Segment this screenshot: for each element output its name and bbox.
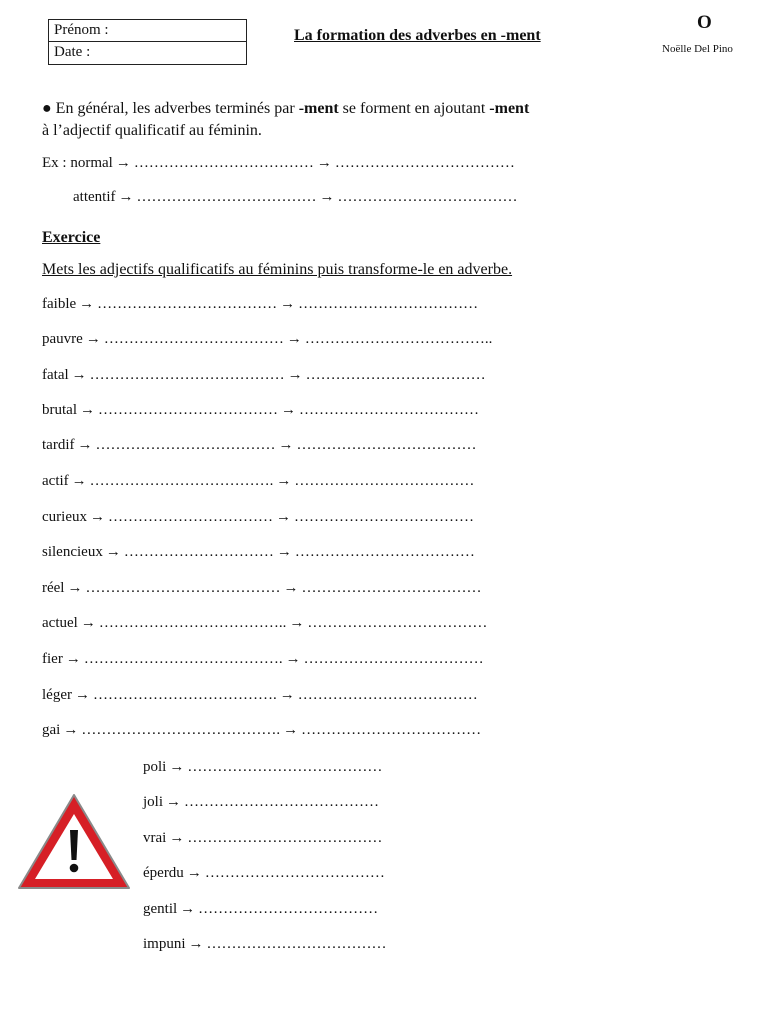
special-row (143, 830, 382, 847)
example-word: attentif (73, 189, 116, 205)
adjective: tardif (42, 437, 75, 453)
blank-feminine[interactable]: ……………………………… (103, 331, 284, 347)
warning-triangle-icon (16, 792, 132, 892)
exercise-instruction: Mets les adjectifs qualificatifs au féminins puis transforme-le en adverbe. (42, 261, 513, 278)
arrow: → (63, 722, 79, 738)
intro-ment-2: -ment (489, 100, 530, 117)
arrow: → (85, 331, 101, 347)
example-prefix: Ex : (42, 155, 67, 171)
arrow: → (281, 402, 296, 418)
blank-feminine[interactable]: ………………………… (123, 544, 274, 560)
blank-feminine[interactable]: ……………………………… (98, 402, 278, 418)
blank-adverb[interactable]: ……………………………… (307, 615, 488, 631)
blank-adverb[interactable]: ……………………………… (293, 509, 474, 525)
exercise-row (42, 402, 479, 419)
blank-feminine[interactable]: ……………………………… (95, 437, 276, 453)
special-row (143, 865, 385, 882)
arrow: → (275, 509, 291, 525)
corner-letter: O (697, 12, 712, 33)
special-row (143, 901, 378, 918)
blank-adverb[interactable]: ……………………………… (334, 155, 515, 171)
bullet: ● (42, 100, 52, 117)
intro-ment-1: -ment (298, 100, 339, 117)
arrow: → (285, 651, 301, 667)
arrow: → (278, 437, 294, 453)
exercise-row (42, 473, 474, 490)
blank-adverb[interactable]: ………………………………… (187, 830, 383, 846)
adjective: actif (42, 473, 69, 489)
adjective: vrai (143, 830, 167, 846)
special-row (143, 936, 387, 953)
blank-feminine[interactable]: ………………………………. (89, 473, 274, 489)
exercise-row (42, 615, 487, 632)
exercise-row (42, 651, 484, 668)
adjective: gentil (143, 901, 178, 917)
blank-feminine[interactable]: ………………………………… (89, 367, 285, 383)
blank-adverb[interactable]: ……………………………… (204, 865, 385, 881)
exercise-row (42, 367, 486, 384)
arrow: → (67, 580, 83, 596)
exercise-row (42, 580, 481, 597)
blank-feminine[interactable]: ………………………………. (92, 687, 277, 703)
adjective: joli (143, 794, 164, 810)
adjective: gai (42, 722, 61, 738)
adjective: silencieux (42, 544, 103, 560)
adjective: actuel (42, 615, 78, 631)
arrow: → (118, 189, 134, 205)
arrow: → (316, 155, 332, 171)
arrow: → (280, 296, 296, 312)
blank-feminine[interactable]: …………………………………. (83, 651, 283, 667)
adjective: fier (42, 651, 63, 667)
blank-adverb[interactable]: ……………………………… (198, 901, 379, 917)
arrow: → (89, 509, 105, 525)
exercise-row (42, 544, 475, 561)
arrow: → (71, 367, 87, 383)
blank-adverb[interactable]: ……………………………… (305, 367, 486, 383)
page-title: La formation des adverbes en -ment (294, 27, 541, 44)
blank-adverb[interactable]: ……………………………… (303, 651, 484, 667)
adjective: éperdu (143, 865, 184, 881)
arrow: → (283, 722, 299, 738)
adjective: fatal (42, 367, 69, 383)
exercise-row (42, 722, 481, 739)
blank-adverb[interactable]: ……………………………….. (304, 331, 493, 347)
blank-adverb[interactable]: ……………………………… (294, 544, 475, 560)
arrow: → (276, 544, 292, 560)
arrow: → (169, 759, 185, 775)
adjective: réel (42, 580, 65, 596)
arrow: → (283, 580, 299, 596)
arrow: → (286, 331, 302, 347)
blank-adverb[interactable]: ……………………………… (296, 437, 477, 453)
blank-feminine[interactable]: ……………………………… (136, 189, 317, 205)
blank-feminine[interactable]: ……………………………….. (98, 615, 287, 631)
blank-feminine[interactable]: ………………………………… (85, 580, 281, 596)
exercise-row (42, 687, 478, 704)
arrow: → (319, 189, 335, 205)
intro-line-1 (42, 98, 529, 120)
date-label: Date : (54, 44, 91, 60)
arrow: → (77, 437, 93, 453)
intro-line-2: à l’adjectif qualificatif au féminin. (42, 122, 262, 139)
arrow: → (105, 544, 121, 560)
adjective: faible (42, 296, 77, 312)
arrow: → (79, 296, 95, 312)
blank-adverb[interactable]: ……………………………… (299, 402, 479, 418)
exercise-title: Exercice (42, 229, 101, 246)
adjective: brutal (42, 402, 77, 418)
arrow: → (166, 794, 182, 810)
example-word: normal (70, 155, 113, 171)
blank-adverb[interactable]: ……………………………… (298, 296, 479, 312)
adjective: pauvre (42, 331, 83, 347)
special-row (143, 794, 379, 811)
example-row-normal (42, 155, 515, 172)
blank-adverb[interactable]: ……………………………… (206, 936, 387, 952)
exercise-row (42, 437, 476, 454)
blank-adverb[interactable]: ……………………………… (301, 580, 482, 596)
adjective: impuni (143, 936, 186, 952)
example-row-attentif (73, 189, 517, 206)
intro-text-a: En général, les adverbes terminés par (51, 100, 299, 117)
arrow: → (65, 651, 81, 667)
blank-adverb[interactable]: ……………………………… (294, 473, 475, 489)
arrow: → (180, 901, 196, 917)
arrow: → (287, 367, 303, 383)
special-row (143, 759, 382, 776)
blank-feminine[interactable]: …………………………………. (81, 722, 281, 738)
blank-feminine[interactable]: …………………………… (107, 509, 273, 525)
arrow: → (188, 936, 204, 952)
arrow: → (71, 473, 87, 489)
arrow: → (186, 865, 202, 881)
exercise-row (42, 296, 478, 313)
arrow: → (169, 830, 185, 846)
blank-feminine[interactable]: ……………………………… (97, 296, 278, 312)
arrow: → (74, 687, 90, 703)
exercise-row (42, 331, 492, 348)
exclamation-dot (70, 864, 79, 873)
adjective: curieux (42, 509, 87, 525)
blank-adverb[interactable]: ……………………………… (337, 189, 518, 205)
author-name: Noëlle Del Pino (662, 43, 733, 55)
intro-text-c: se forment en ajoutant (338, 100, 490, 117)
arrow: → (279, 687, 295, 703)
adjective: léger (42, 687, 72, 703)
blank-adverb[interactable]: ………………………………… (184, 794, 380, 810)
arrow: → (80, 615, 96, 631)
adjective: poli (143, 759, 167, 775)
arrow: → (115, 155, 131, 171)
blank-feminine[interactable]: ……………………………… (133, 155, 314, 171)
blank-adverb[interactable]: ……………………………… (297, 687, 478, 703)
exercise-row (42, 509, 474, 526)
prenom-label: Prénom : (49, 20, 246, 42)
blank-adverb[interactable]: ………………………………… (187, 759, 383, 775)
intro-rule (42, 98, 529, 142)
name-date-box (48, 19, 247, 65)
arrow: → (289, 615, 305, 631)
arrow: → (276, 473, 292, 489)
blank-adverb[interactable]: ……………………………… (301, 722, 482, 738)
arrow: → (80, 402, 95, 418)
